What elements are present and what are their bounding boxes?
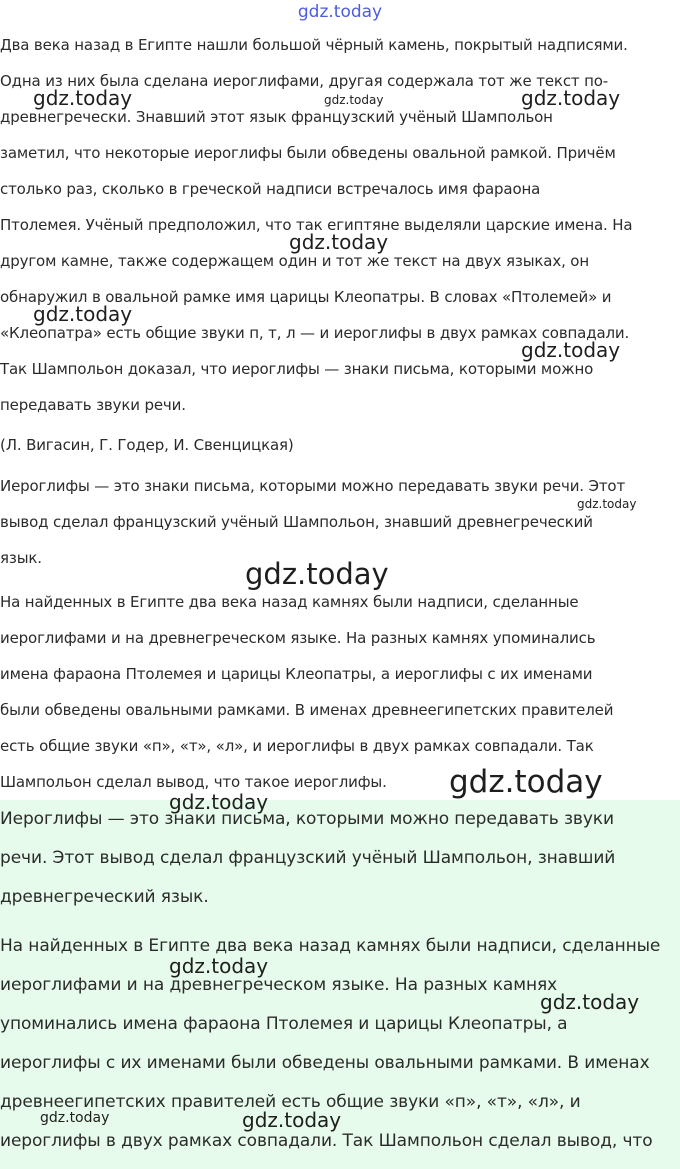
source-attribution: (Л. Вигасин, Г. Годер, И. Свенцицкая) [0,436,294,454]
answer-line: На найденных в Египте два века назад камнях были надписи, сделанные [0,593,579,611]
watermark: gdz.today [40,1110,110,1126]
watermark: gdz.today [324,93,384,107]
answer-line: вывод сделал французский учёный Шампольон, знавший древнегреческий [0,513,593,531]
source-line: Птолемея. Учёный предположил, что так египтяне выделяли царские имена. На [0,216,633,234]
highlighted-line: иероглифы с их именами были обведены овальными рамками. В именах [0,1053,650,1073]
source-line: «Клеопатра» есть общие звуки п, т, л — и иероглифы в двух рамках совпадали. [0,324,630,342]
answer-line: язык. [0,549,42,567]
watermark: gdz.today [289,230,389,254]
watermark: gdz.today [521,338,621,362]
highlighted-line: На найденных в Египте два века назад камнях были надписи, сделанные [0,936,661,956]
watermark: gdz.today [33,86,133,110]
watermark: gdz.today [33,302,133,326]
answer-line: имена фараона Птолемея и царицы Клеопатры, а иероглифы с их именами [0,665,593,683]
answer-paragraph-main-idea [0,468,680,576]
source-line: столько раз, сколько в греческой надписи встречалось имя фараона [0,180,541,198]
answer-line: Шампольон сделал вывод, что такое иероглифы. [0,773,387,791]
watermark: gdz.today [577,497,637,511]
answer-line: были обведены овальными рамками. В именах древнеегипетских правителей [0,701,614,719]
watermark: gdz.today [521,86,621,110]
highlighted-answer-main-idea [0,800,680,917]
source-line: Два века назад в Египте нашли большой чёрный камень, покрытый надписями. [0,36,628,54]
answer-line: есть общие звуки «п», «т», «л», и иероглифы в двух рамках совпадали. Так [0,737,594,755]
highlighted-line: иероглифы в двух рамках совпадали. Так Шампольон сделал вывод, что [0,1131,653,1151]
source-line: обнаружил в овальной рамке имя царицы Клеопатры. В словах «Птолемей» и [0,288,612,306]
answer-paragraph-summary [0,584,680,800]
source-paragraph [0,27,680,423]
answer-line: Иероглифы — это знаки письма, которыми можно передавать звуки речи. Этот [0,477,626,495]
highlighted-line: древнегреческий язык. [0,887,209,907]
watermark: gdz.today [169,790,269,814]
source-line: Одна из них была сделана иероглифами, другая содержала тот же текст по- [0,72,609,90]
watermark: gdz.today [242,1108,342,1132]
site-watermark-header: gdz.today [297,2,383,22]
watermark: gdz.today [169,954,269,978]
source-line: заметил, что некоторые иероглифы были обведены овальной рамкой. Причём [0,144,616,162]
watermark: gdz.today [245,557,389,591]
highlighted-answer-block [0,800,680,1169]
highlighted-line: Иероглифы — это знаки письма, которыми можно передавать звуки [0,809,614,829]
answer-line: иероглифами и на древнегреческом языке. На разных камнях упоминались [0,629,596,647]
source-line: Так Шампольон доказал, что иероглифы — знаки письма, которыми можно [0,360,594,378]
highlighted-line: упоминались имена фараона Птолемея и царицы Клеопатры, а [0,1014,568,1034]
highlighted-line: древнеегипетских правителей есть общие звуки «п», «т», «л», и [0,1092,581,1112]
watermark: gdz.today [449,764,603,800]
highlighted-answer-summary [0,927,680,1161]
watermark: gdz.today [540,990,640,1014]
source-line: древнегречески. Знавший этот язык французский учёный Шампольон [0,108,553,126]
source-line: другом камне, также содержащем один и тот же текст на двух языках, он [0,252,589,270]
highlighted-line: иероглифами и на древнегреческом языке. На разных камнях [0,975,558,995]
highlighted-line: речи. Этот вывод сделал французский учёный Шампольон, знавший [0,848,616,868]
source-line: передавать звуки речи. [0,396,186,414]
